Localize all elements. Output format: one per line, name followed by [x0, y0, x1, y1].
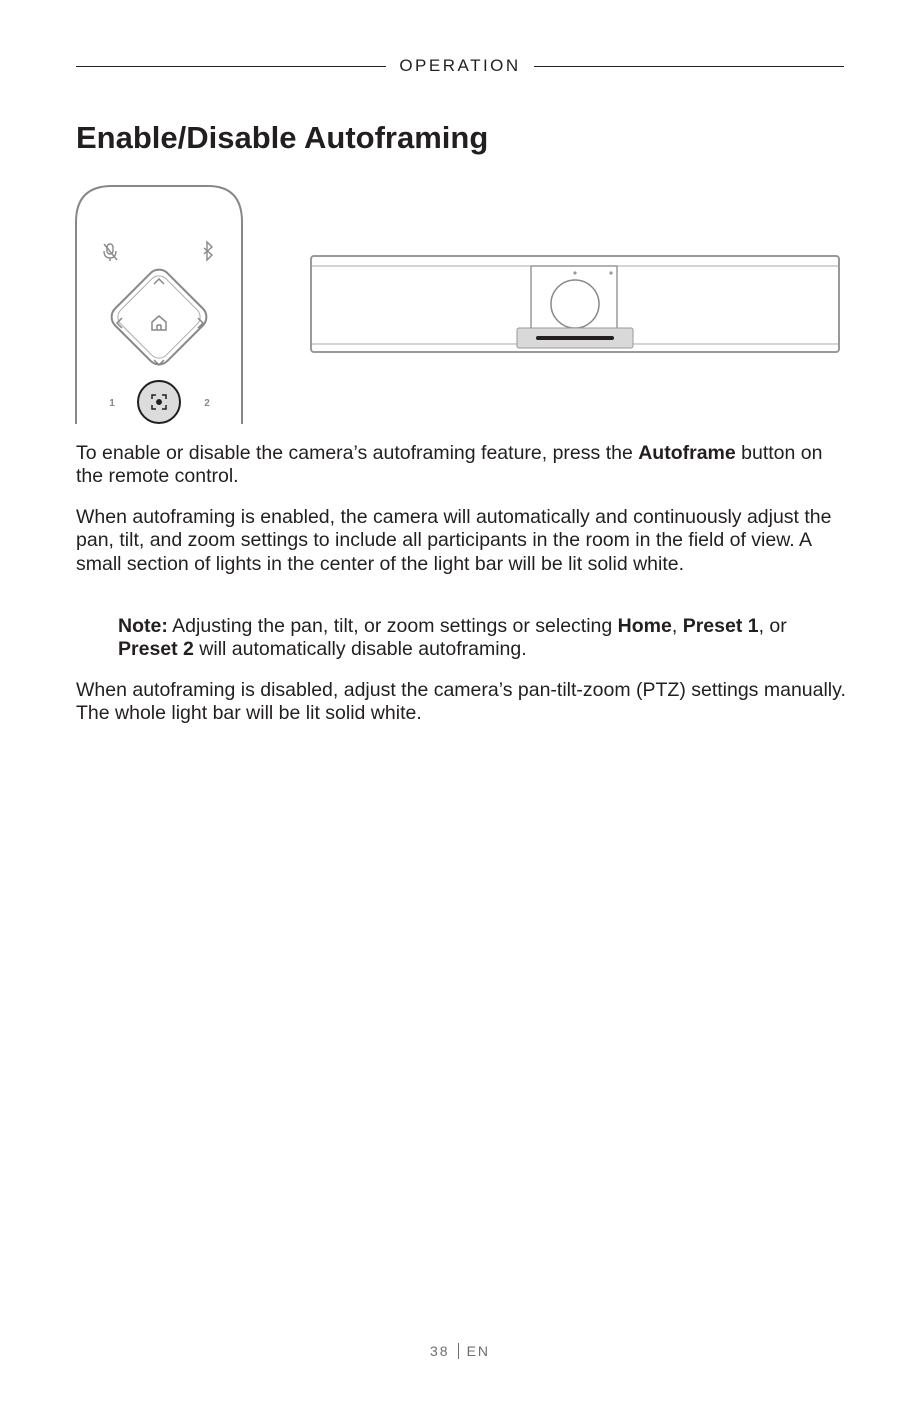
paragraph-enabled: When autoframing is enabled, the camera will automatically and continuously adjust the pan, tilt, and zoom settings to include all participants in the room in the field of view. A small section of lights in the center of the light bar will be lit solid white.	[76, 506, 832, 575]
note: Note: Adjusting the pan, tilt, or zoom settings or selecting Home, Preset 1, or Preset 2 will automatically disable autoframing.	[118, 615, 787, 661]
note-label: Note:	[118, 615, 168, 637]
video-bar	[306, 252, 842, 362]
section-label: OPERATION	[76, 54, 844, 78]
home-icon	[152, 316, 166, 330]
chevron-up-icon	[154, 279, 164, 284]
remote-button-2: 2	[204, 398, 210, 409]
bluetooth-icon	[204, 242, 212, 260]
paragraph-disabled: When autoframing is disabled, adjust the camera’s pan-tilt-zoom (PTZ) settings manually. The whole light bar will be lit solid white.	[76, 679, 846, 725]
paragraph-autoframe-instruction: To enable or disable the camera’s autoframing feature, press the Autoframe button on the remote control.	[76, 442, 823, 488]
remote-button-1: 1	[109, 398, 115, 409]
remote-control	[70, 180, 250, 430]
dpad	[107, 265, 212, 370]
header-rule-right	[534, 66, 844, 67]
mute-mic-icon	[104, 244, 117, 261]
page-footer	[0, 1343, 920, 1359]
light-bar	[517, 328, 633, 348]
page-number: 38	[429, 1343, 450, 1359]
section-header	[76, 54, 844, 78]
language-code: EN	[466, 1343, 491, 1359]
autoframe-term: Autoframe	[638, 442, 736, 464]
illustration	[70, 180, 850, 430]
footer-separator	[458, 1343, 459, 1359]
autoframe-button	[138, 381, 180, 423]
page-title: Enable/Disable Autoframing	[76, 120, 489, 155]
